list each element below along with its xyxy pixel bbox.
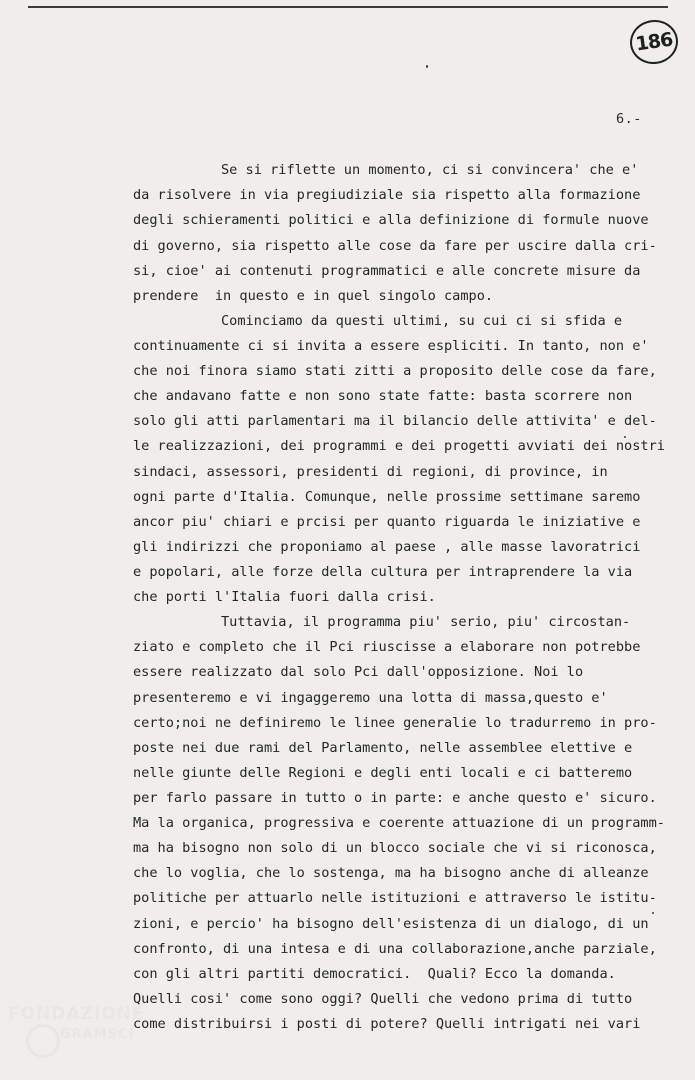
text-line: Tuttavia, il programma piu' serio, piu' circostan- [221, 614, 631, 630]
text-line: sindaci, assessori, presidenti di regioni, di province, in [133, 464, 608, 480]
text-line: solo gli atti parlamentari ma il bilancio delle attivita' e del- [133, 413, 657, 429]
text-line: zioni, e percio' ha bisogno dell'esistenza di un dialogo, di un [133, 916, 649, 932]
text-line: prendere in questo e in quel singolo campo. [133, 288, 494, 304]
watermark-subtitle: GRAMSCI [60, 1027, 135, 1042]
archive-stamp-number: 186 [634, 28, 674, 56]
archive-watermark [8, 1004, 168, 1064]
text-line: che porti l'Italia fuori dalla crisi. [133, 589, 436, 605]
page-number: 6.- [616, 111, 642, 127]
text-line: essere realizzato dal solo Pci dall'opposizione. Noi lo [133, 664, 584, 680]
text-line: da risolvere in via pregiudiziale sia rispetto alla formazione [133, 187, 641, 203]
text-line: Ma la organica, progressiva e coerente attuazione di un programm- [133, 815, 665, 831]
watermark-logo-icon [26, 1024, 60, 1058]
text-line: le realizzazioni, dei programmi e dei progetti avviati dei nostri [133, 438, 665, 454]
watermark-title: FONDAZIONE [8, 1004, 145, 1024]
text-line: degli schieramenti politici e alla definizione di formule nuove [133, 212, 649, 228]
text-line: continuamente ci si invita a essere espliciti. In tanto, non e' [133, 338, 649, 354]
text-line: Se si riflette un momento, ci si convincera' che e' [221, 162, 639, 178]
text-line: si, cioe' ai contenuti programmatici e alle concrete misure da [133, 263, 641, 279]
text-line: poste nei due rami del Parlamento, nelle assemblee elettive e [133, 740, 633, 756]
text-line: con gli altri partiti democratici. Quali? Ecco la domanda. [133, 966, 616, 982]
text-line: ogni parte d'Italia. Comunque, nelle prossime settimane saremo [133, 489, 641, 505]
paper-speck [624, 436, 626, 438]
paper-speck [426, 65, 428, 68]
text-line: e popolari, alle forze della cultura per intraprendere la via [133, 564, 633, 580]
text-line: certo;noi ne definiremo le linee generalie lo tradurremo in pro- [133, 715, 657, 731]
paper-speck [652, 912, 654, 914]
text-line: che noi finora siamo stati zitti a proposito delle cose da fare, [133, 363, 657, 379]
text-line: per farlo passare in tutto o in parte: e anche questo e' sicuro. [133, 790, 657, 806]
text-line: Cominciamo da questi ultimi, su cui ci si sfida e [221, 313, 623, 329]
text-line: ziato e completo che il Pci riuscisse a elaborare non potrebbe [133, 639, 641, 655]
text-line: confronto, di una intesa e di una collaborazione,anche parziale, [133, 941, 657, 957]
text-line: Quelli cosi' come sono oggi? Quelli che vedono prima di tutto [133, 991, 633, 1007]
text-line: nelle giunte delle Regioni e degli enti locali e ci batteremo [133, 765, 633, 781]
text-line: che andavano fatte e non sono state fatte: basta scorrere non [133, 388, 633, 404]
text-line: gli indirizzi che proponiamo al paese , alle masse lavoratrici [133, 539, 641, 555]
text-line: che lo voglia, che lo sostenga, ma ha bisogno anche di alleanze [133, 865, 649, 881]
text-line: ancor piu' chiari e prcisi per quanto riguarda le iniziative e [133, 514, 641, 530]
text-line: ma ha bisogno non solo di un blocco sociale che vi si riconosca, [133, 840, 657, 856]
text-line: politiche per attuarlo nelle istituzioni e attraverso le istitu- [133, 890, 657, 906]
text-line: di governo, sia rispetto alle cose da fare per uscire dalla cri- [133, 238, 657, 254]
text-line: come distribuirsi i posti di potere? Quelli intrigati nei vari [133, 1016, 641, 1032]
text-line: presenteremo e vi ingaggeremo una lotta di massa,questo e' [133, 690, 608, 706]
